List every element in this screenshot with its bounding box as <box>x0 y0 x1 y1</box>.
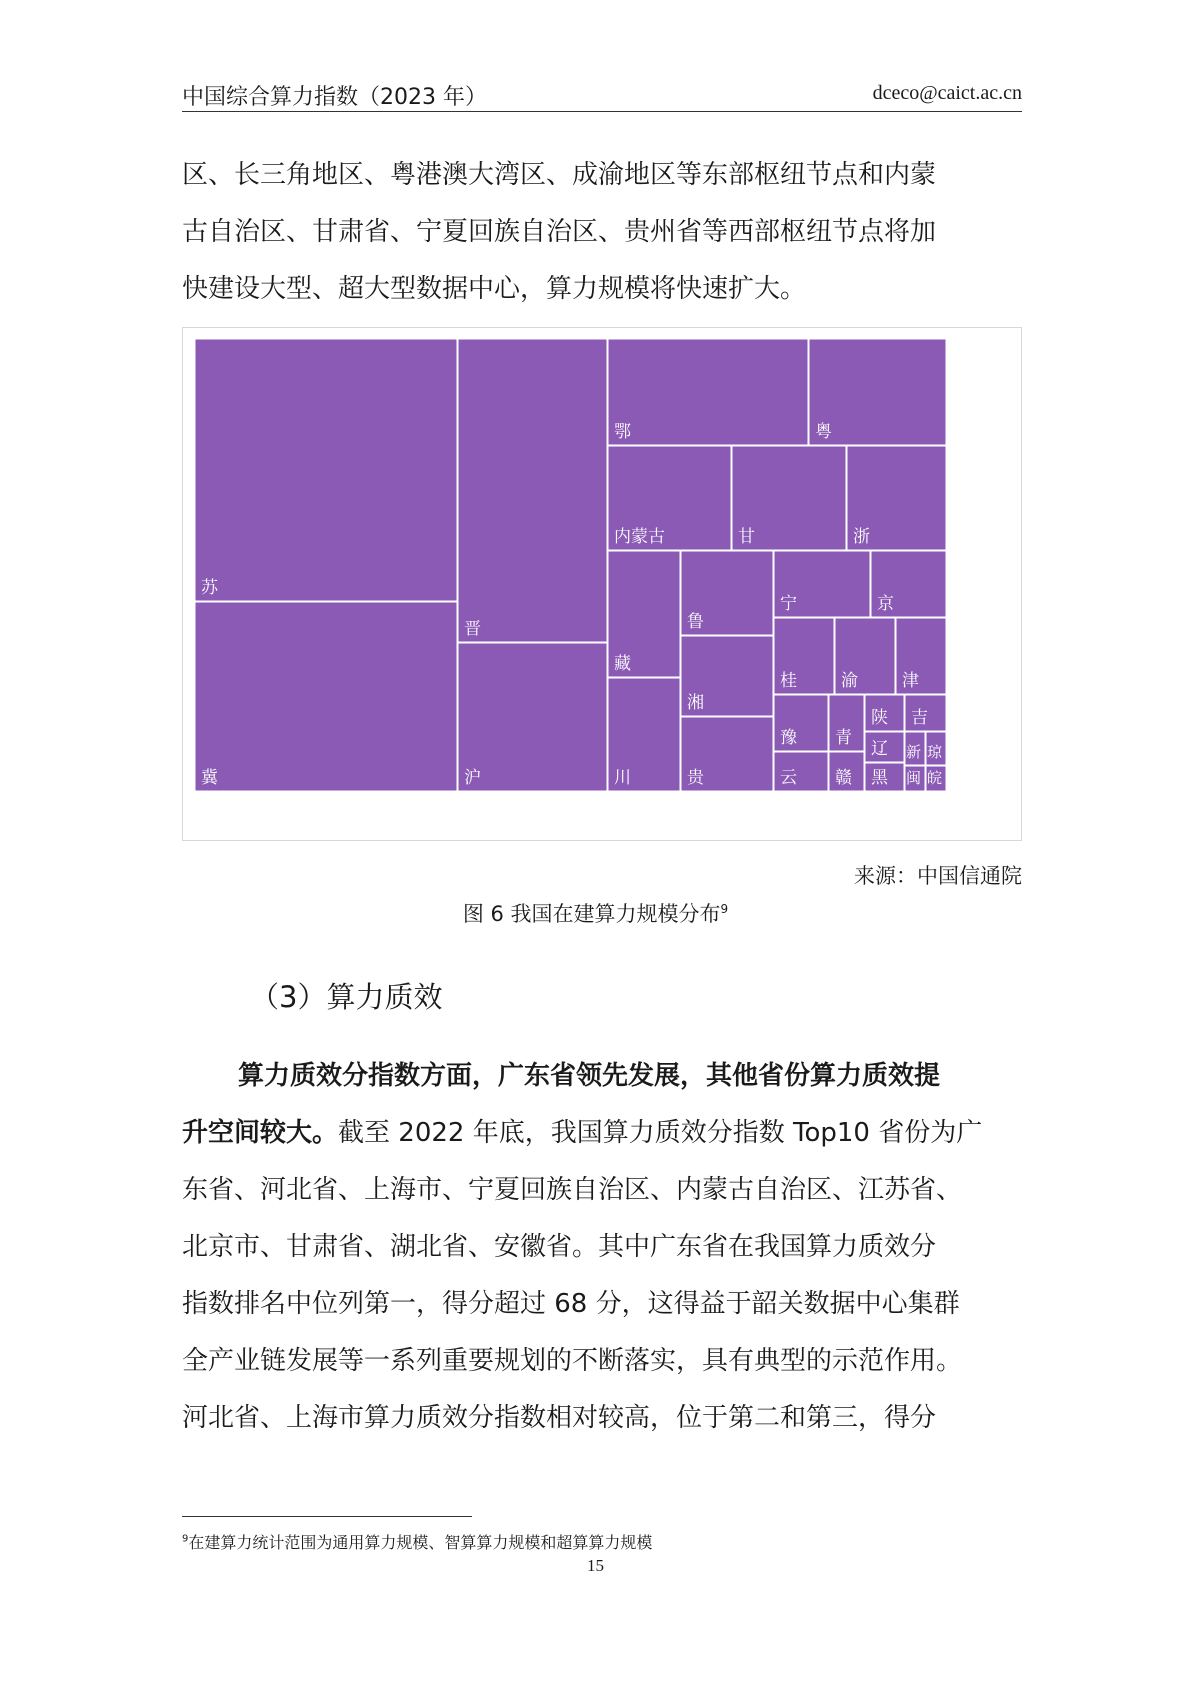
intro-paragraph <box>182 147 1022 318</box>
body-line-2 <box>182 1105 1022 1162</box>
body-bold-lead-2: 升空间较大。 <box>182 1118 339 1148</box>
treemap-tile-label: 湘 <box>687 693 704 713</box>
treemap-tile <box>195 602 457 791</box>
treemap-tile-label: 川 <box>614 768 631 788</box>
body-line-5: 指数排名中位列第一，得分超过 68 分，这得益于韶关数据中心集群 <box>182 1289 960 1319</box>
treemap-tile-label: 浙 <box>853 527 870 547</box>
treemap-tile-label: 青 <box>835 728 852 748</box>
body-line-4: 北京市、甘肃省、湖北省、安徽省。其中广东省在我国算力质效分 <box>182 1232 937 1262</box>
treemap-tile-label: 渝 <box>841 671 858 691</box>
body-line-1: 算力质效分指数方面，广东省领先发展，其他省份算力质效提 <box>238 1061 941 1091</box>
treemap-tile-label: 冀 <box>201 768 218 788</box>
body-line-3: 东省、河北省、上海市、宁夏回族自治区、内蒙古自治区、江苏省、 <box>182 1175 963 1205</box>
figure-source: 来源：中国信通院 <box>854 864 1022 888</box>
treemap-tile-label: 皖 <box>927 769 943 787</box>
treemap-tile-label: 宁 <box>780 594 797 614</box>
section-title: （3）算力质效 <box>250 980 443 1014</box>
footnote-rule <box>182 1516 472 1517</box>
body-line-7: 河北省、上海市算力质效分指数相对较高，位于第二和第三，得分 <box>182 1403 937 1433</box>
footnote-text: 在建算力统计范围为通用算力规模、智算算力规模和超算算力规模 <box>188 1533 653 1552</box>
body-line-2-rest: 截至 2022 年底，我国算力质效分指数 Top10 省份为广 <box>338 1118 983 1148</box>
header-rule <box>182 111 1022 112</box>
treemap-tile-label: 赣 <box>835 768 852 788</box>
treemap-tile-label: 晋 <box>464 619 481 639</box>
treemap-tile <box>608 339 808 445</box>
figure-caption-text: 图 6 我国在建算力规模分布 <box>462 902 721 926</box>
body-line-6: 全产业链发展等一系列重要规划的不断落实，具有典型的示范作用。 <box>182 1346 963 1376</box>
intro-line-1: 区、长三角地区、粤港澳大湾区、成渝地区等东部枢纽节点和内蒙 <box>182 160 937 190</box>
intro-line-2: 古自治区、甘肃省、宁夏回族自治区、贵州省等西部枢纽节点将加 <box>182 217 937 247</box>
running-header-email: dceco@caict.ac.cn <box>872 82 1022 104</box>
treemap-tile-label: 藏 <box>614 654 631 674</box>
treemap-tile <box>458 339 607 642</box>
treemap-tile-label: 黑 <box>871 768 888 788</box>
figure-caption <box>0 898 1191 928</box>
treemap-tile-label: 津 <box>902 671 919 691</box>
treemap-tile-label: 贵 <box>687 768 704 788</box>
treemap-tile-label: 琼 <box>927 743 943 761</box>
treemap-tile-label: 内蒙古 <box>614 527 665 547</box>
treemap-svg <box>183 328 1021 840</box>
treemap-chart <box>182 327 1022 841</box>
treemap-tile-label: 陕 <box>871 708 888 728</box>
intro-line-3: 快建设大型、超大型数据中心，算力规模将快速扩大。 <box>182 274 807 304</box>
page-number: 15 <box>587 1556 604 1575</box>
treemap-tile-label: 粤 <box>815 422 832 442</box>
treemap-tile-label: 新 <box>906 743 922 761</box>
treemap-tile-label: 云 <box>780 768 797 788</box>
treemap-tile-label: 豫 <box>780 728 797 748</box>
treemap-tile-label: 鲁 <box>687 612 704 632</box>
footnote-mark: 9 <box>182 1533 189 1545</box>
treemap-tile-label: 沪 <box>464 768 481 788</box>
treemap-tile-label: 吉 <box>911 708 928 728</box>
running-header-title: 中国综合算力指数（2023 年） <box>182 85 487 110</box>
footnote <box>182 1530 652 1553</box>
treemap-tile-label: 桂 <box>780 671 797 691</box>
treemap-tile-label: 京 <box>877 594 894 614</box>
treemap-tile-label: 甘 <box>738 527 755 547</box>
treemap-tile-label: 苏 <box>201 578 218 598</box>
treemap-tile-label: 鄂 <box>614 422 631 442</box>
figure-caption-note: 9 <box>720 902 729 916</box>
treemap-tile <box>195 339 457 601</box>
treemap-tile-label: 闽 <box>906 769 922 787</box>
body-paragraph <box>182 1048 1022 1447</box>
treemap-tile-label: 辽 <box>871 739 888 759</box>
